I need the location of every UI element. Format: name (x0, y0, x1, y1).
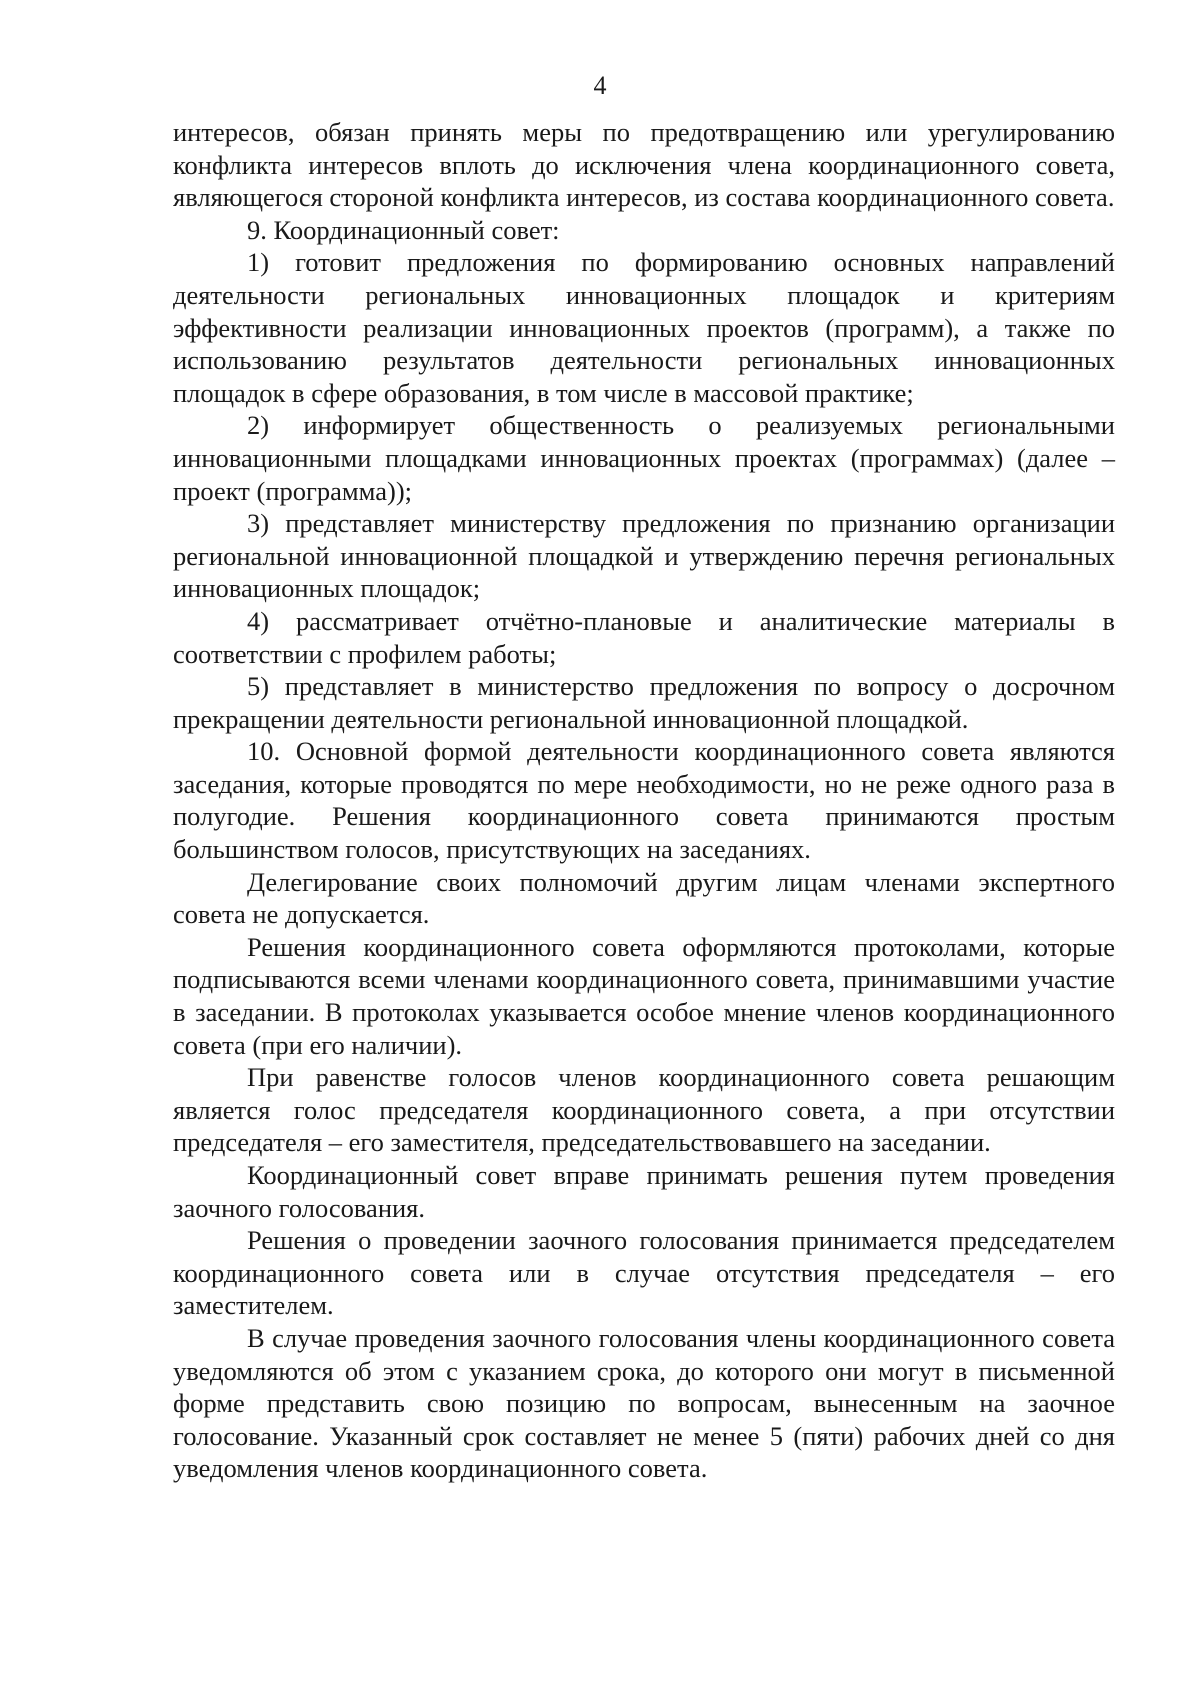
document-body (173, 116, 1115, 1485)
paragraph: 5) представляет в министерство предложения по вопросу о досрочном прекращении деятельности региональной инновационной площадкой. (173, 671, 1115, 734)
paragraph: Делегирование своих полномочий другим лицам членами экспертного совета не допускается. (173, 866, 1115, 930)
paragraph: 9. Координационный совет: (247, 214, 560, 245)
paragraph: 2) информирует общественность о реализуемых региональными инновационными площадками инновационных проектах (программах) (далее – проект (программа)); (173, 410, 1115, 506)
paragraph: интересов, обязан принять меры по предотвращению или урегулированию конфликта интересов вплоть до исключения члена координационного совета, являющегося стороной конфликта интересов, из состава координационного совета. (173, 117, 1115, 213)
paragraph: 1) готовит предложения по формированию основных направлений деятельности региональных инновационных площадок и критериям эффективности реализации инновационных проектов (программ), а также по использованию результатов деятельности региональных инновационных площадок в сфере образования, в том числе в массовой практике; (173, 247, 1115, 408)
paragraph: 3) представляет министерству предложения по признанию организации региональной инновационной площадкой и утверждению перечня региональных инновационных площадок; (173, 508, 1115, 604)
paragraph: 10. Основной формой деятельности координационного совета являются заседания, которые проводятся по мере необходимости, но не реже одного раза в полугодие. Решения координационного совета принимаются простым большинством голосов, присутствующих на заседаниях. (173, 736, 1115, 865)
paragraph: При равенстве голосов членов координационного совета решающим является голос председателя координационного совета, а при отсутствии председателя – его заместителя, председательствовавшего на заседании. (173, 1062, 1115, 1158)
paragraph: Решения о проведении заочного голосования принимается председателем координационного совета или в случае отсутствия председателя – его заместителем. (173, 1225, 1115, 1321)
paragraph: 4) рассматривает отчётно-плановые и аналитические материалы в соответствии с профилем работы; (173, 605, 1115, 669)
paragraph: В случае проведения заочного голосования члены координационного совета уведомляются об этом с указанием срока, до которого они могут в письменной форме представить свою позицию по вопросам, вынесенным на заочное голосование. Указанный срок составляет не менее 5 (пяти) рабочих дней со дня уведомления членов координационного совета. (173, 1322, 1115, 1484)
paragraph: Координационный совет вправе принимать решения путем проведения заочного голосования. (173, 1160, 1115, 1223)
page-number: 4 (593, 71, 607, 100)
paragraph: Решения координационного совета оформляются протоколами, которые подписываются всеми членами координационного совета, принимавшими участие в заседании. В протоколах указывается особое мнение членов координационного совета (при его наличии). (173, 931, 1115, 1060)
